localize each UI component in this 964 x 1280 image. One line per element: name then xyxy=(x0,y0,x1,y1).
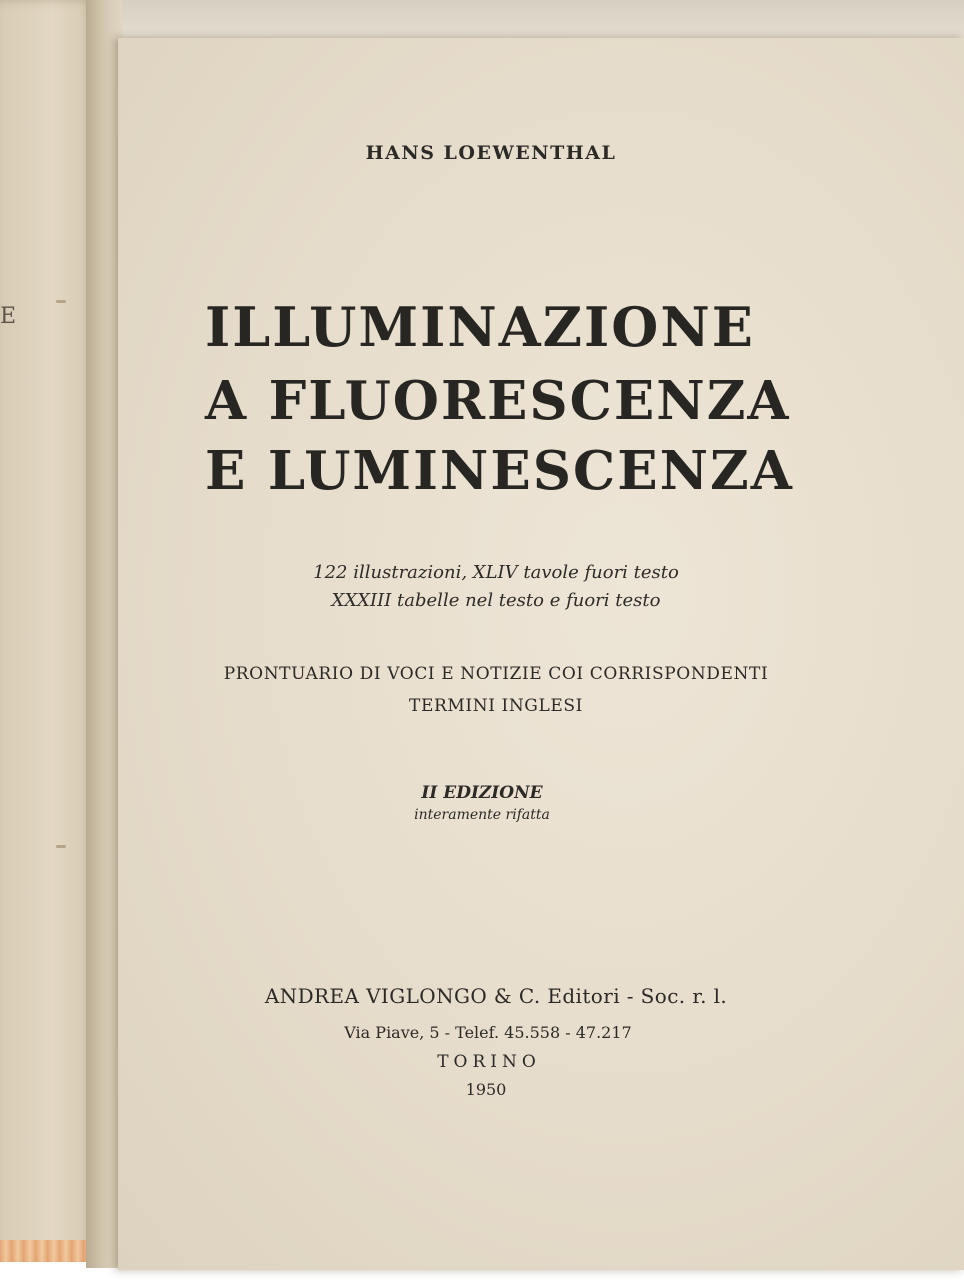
prontuario-line-2: TERMINI INGLESI xyxy=(409,696,583,716)
binding-stitch xyxy=(56,845,66,848)
left-page-edge-letter: E xyxy=(0,304,17,329)
publisher-address: Via Piave, 5 - Telef. 45.558 - 47.217 xyxy=(344,1023,632,1042)
edition-note: interamente rifatta xyxy=(414,807,550,823)
publisher-city: TORINO xyxy=(437,1052,541,1072)
title-line-2: A FLUORESCENZA xyxy=(205,370,791,432)
edition-label: II EDIZIONE xyxy=(421,783,543,803)
book-gutter xyxy=(86,0,122,1268)
left-page xyxy=(0,0,96,1262)
author-name: HANS LOEWENTHAL xyxy=(365,142,617,164)
background-top xyxy=(118,0,964,38)
illustrations-line-1: 122 illustrazioni, XLIV tavole fuori testo xyxy=(313,562,679,583)
publication-year: 1950 xyxy=(465,1080,507,1099)
illustrations-line-2: XXXIII tabelle nel testo e fuori testo xyxy=(331,590,661,611)
prontuario-line-1: PRONTUARIO DI VOCI E NOTIZIE COI CORRISPONDENTI xyxy=(223,664,769,684)
binding-stitch xyxy=(56,300,66,303)
publisher-name: ANDREA VIGLONGO & C. Editori - Soc. r. l. xyxy=(264,984,728,1008)
title-line-1: ILLUMINAZIONE xyxy=(205,295,755,359)
cover-edge xyxy=(0,1240,96,1262)
title-line-3: E LUMINESCENZA xyxy=(205,440,794,502)
